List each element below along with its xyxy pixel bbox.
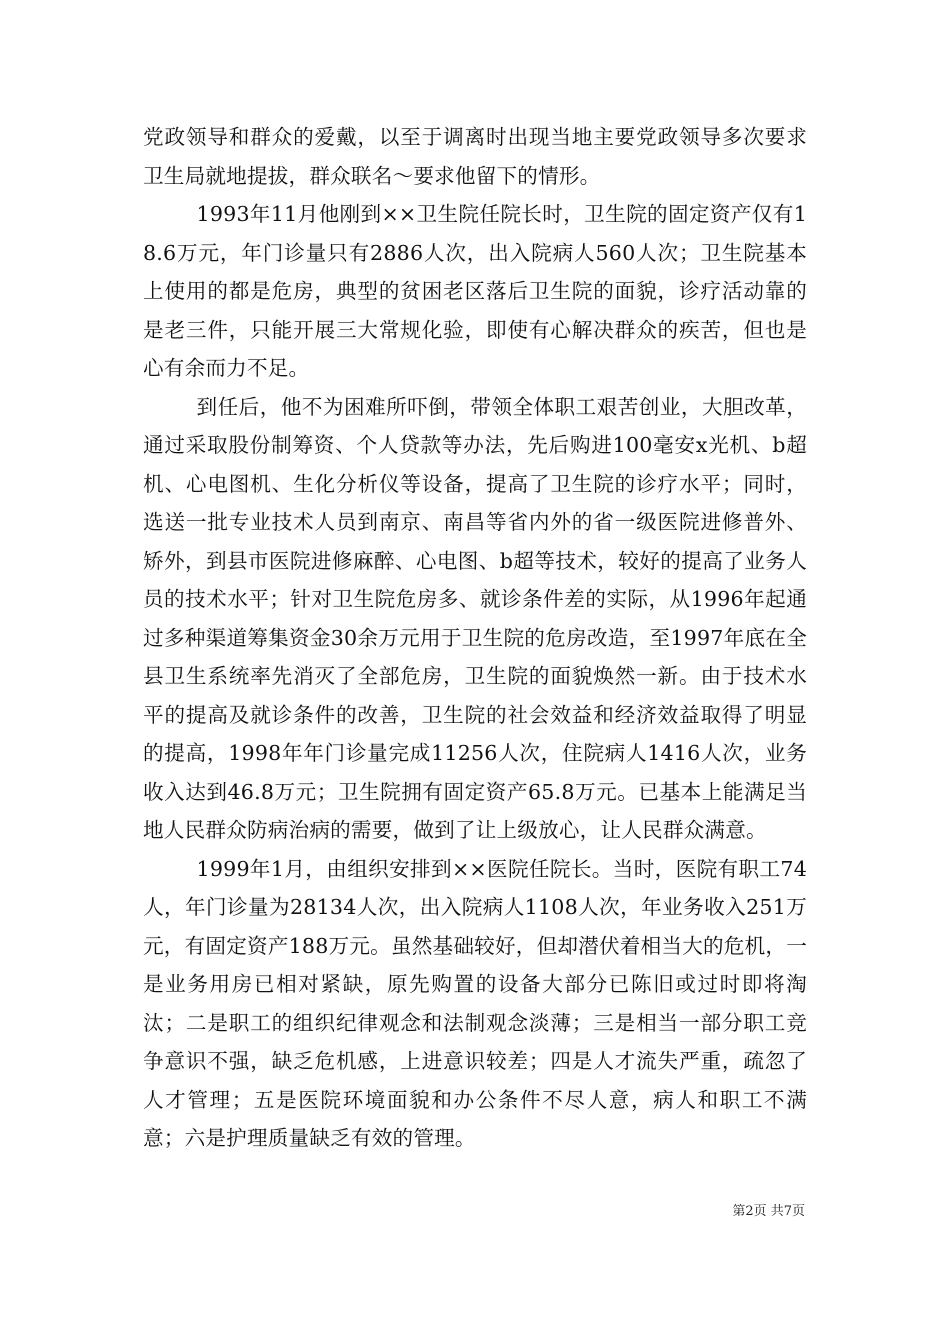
paragraph-3: 到任后，他不为困难所吓倒，带领全体职工艰苦创业，大胆改革，通过采取股份制筹资、个人贷款等办法，先后购进100毫安x光机、b超机、心电图机、生化分析仪等设备，提高了卫生院的诊疗水平；同时，选送一批专业技术人员到南京、南昌等省内外的省一级医院进修普外、矫外，到县市医院进修麻醉、心电图、b超等技术，较好的提高了业务人员的技术水平；针对卫生院危房多、就诊条件差的实际，从1996年起通过多种渠道筹集资金30余万元用于卫生院的危房改造，至1997年底在全县卫生系统率先消灭了全部危房，卫生院的面貌焕然一新。由于技术水平的提高及就诊条件的改善，卫生院的社会效益和经济效益取得了明显的提高，1998年年门诊量完成11256人次，住院病人1416人次，业务收入达到46.8万元；卫生院拥有固定资产65.8万元。已基本上能满足当地人民群众防病治病的需要，做到了让上级放心，让人民群众满意。 xyxy=(143,394,807,842)
paragraph-4: 1999年1月，由组织安排到××医院任院长。当时，医院有职工74人，年门诊量为28134人次，出入院病人1108人次，年业务收入251万元，有固定资产188万元。虽然基础较好，但却潜伏着相当大的危机，一是业务用房已相对紧缺，原先购置的设备大部分已陈旧或过时即将淘汰；二是职工的组织纪律观念和法制观念淡薄；三是相当一部分职工竞争意识不强，缺乏危机感，上进意识较差；四是人才流失严重，疏忽了人才管理；五是医院环境面貌和办公条件不尽人意，病人和职工不满意；六是护理质量缺乏有效的管理。 xyxy=(143,856,807,1150)
page-number-footer: 第2页 共7页 xyxy=(732,1204,805,1219)
paragraph-2: 1993年11月他刚到××卫生院任院长时，卫生院的固定资产仅有18.6万元，年门诊量只有2886人次，出入院病人560人次；卫生院基本上使用的都是危房，典型的贫困老区落后卫生院的面貌，诊疗活动靠的是老三件，只能开展三大常规化验，即使有心解决群众的疾苦，但也是心有余而力不足。 xyxy=(143,202,807,380)
paragraph-1: 党政领导和群众的爱戴，以至于调离时出现当地主要党政领导多次要求卫生局就地提拔，群众联名～要求他留下的情形。 xyxy=(143,125,807,188)
body-text xyxy=(143,118,807,1158)
